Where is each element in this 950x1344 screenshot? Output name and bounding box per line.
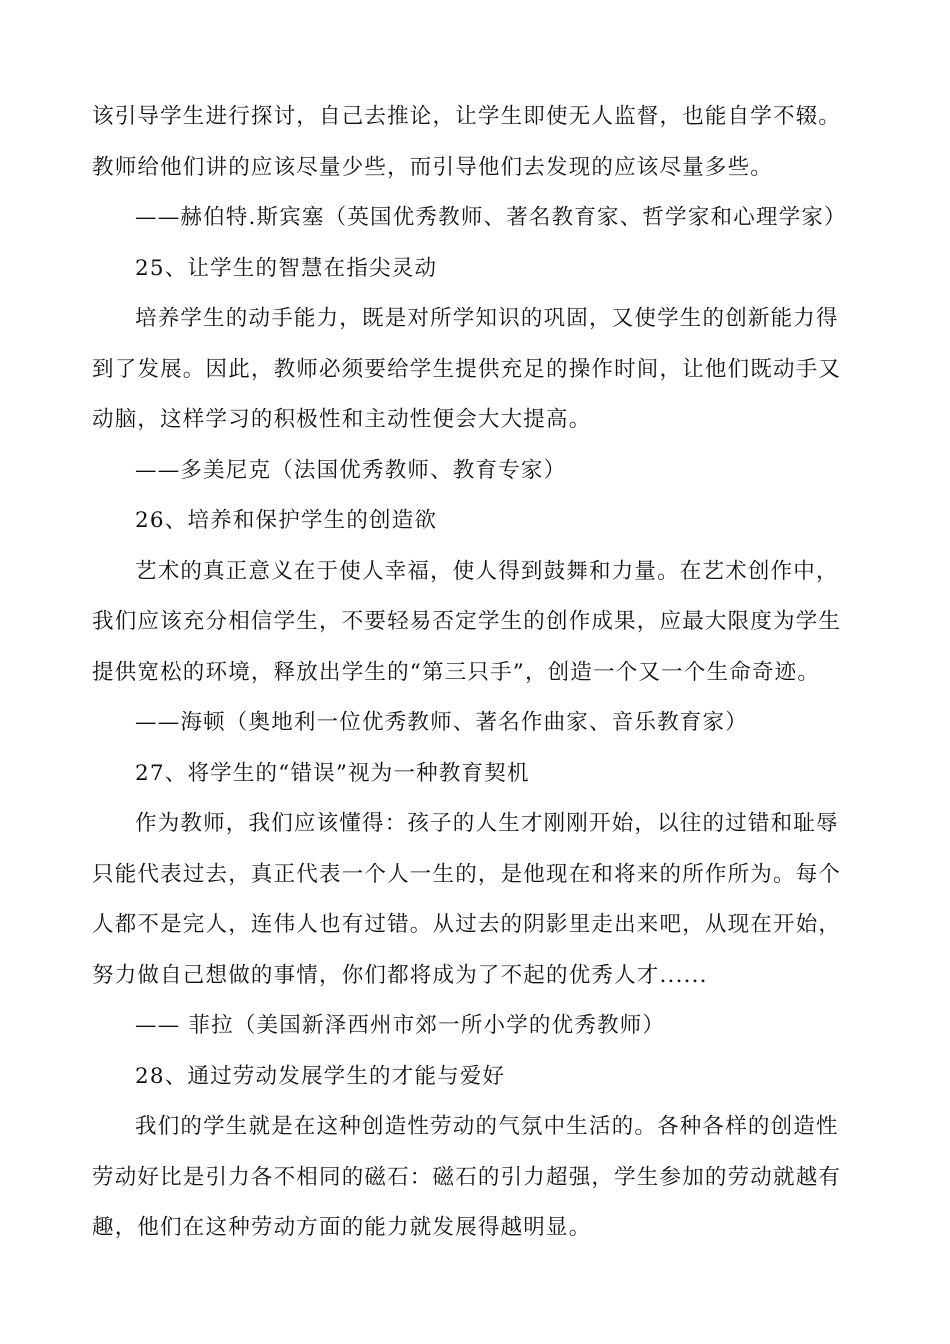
section-paragraph-26: 艺术的真正意义在于使人幸福，使人得到鼓舞和力量。在艺术创作中，我们应该充分相信学生，不要轻易否定学生的创作成果，应最大限度为学生提供宽松的环境，释放出学生的“第三只手”，创造一个又一个生命奇迹。: [92, 558, 842, 685]
section-heading-28: 28、通过劳动发展学生的才能与爱好: [135, 1063, 506, 1089]
section-heading-27: 27、将学生的“错误”视为一种教育契机: [135, 760, 530, 786]
quote-attribution: ——海顿（奥地利一位优秀教师、著名作曲家、音乐教育家）: [135, 710, 748, 735]
quote-attribution: ——多美尼克（法国优秀教师、教育专家）: [135, 457, 567, 483]
continuation-paragraph: 该引导学生进行探讨，自己去推论，让学生即使无人监督，也能自学不辍。教师给他们讲的应该尽量少些，而引导他们去发现的应该尽量多些。: [92, 104, 842, 180]
quote-attribution: —— 菲拉（美国新泽西州市郊一所小学的优秀教师）: [135, 1013, 666, 1038]
quote-attribution: ——赫伯特.斯宾塞（英国优秀教师、著名教育家、哲学家和心理学家）: [135, 205, 847, 230]
section-heading-25: 25、让学生的智慧在指尖灵动: [135, 255, 438, 281]
document-body: [92, 92, 860, 1254]
section-paragraph-25: 培养学生的动手能力，既是对所学知识的巩固，又使学生的创新能力得到了发展。因此，教师必须要给学生提供充足的操作时间，让他们既动手又动脑，这样学习的积极性和主动性便会大大提高。: [92, 306, 842, 432]
section-paragraph-28: 我们的学生就是在这种创造性劳动的气氛中生活的。各种各样的创造性劳动好比是引力各不相同的磁石：磁石的引力超强，学生参加的劳动就越有趣，他们在这种劳动方面的能力就发展得越明显。: [92, 1114, 842, 1240]
section-heading-26: 26、培养和保护学生的创造欲: [135, 508, 438, 533]
section-paragraph-27: 作为教师，我们应该懂得：孩子的人生才刚刚开始，以往的过错和耻辱只能代表过去，真正代表一个人一生的，是他现在和将来的所作所为。每个人都不是完人，连伟人也有过错。从过去的阴影里走出来吧，从现在开始，努力做自己想做的事情，你们都将成为了不起的优秀人才......: [92, 811, 842, 988]
